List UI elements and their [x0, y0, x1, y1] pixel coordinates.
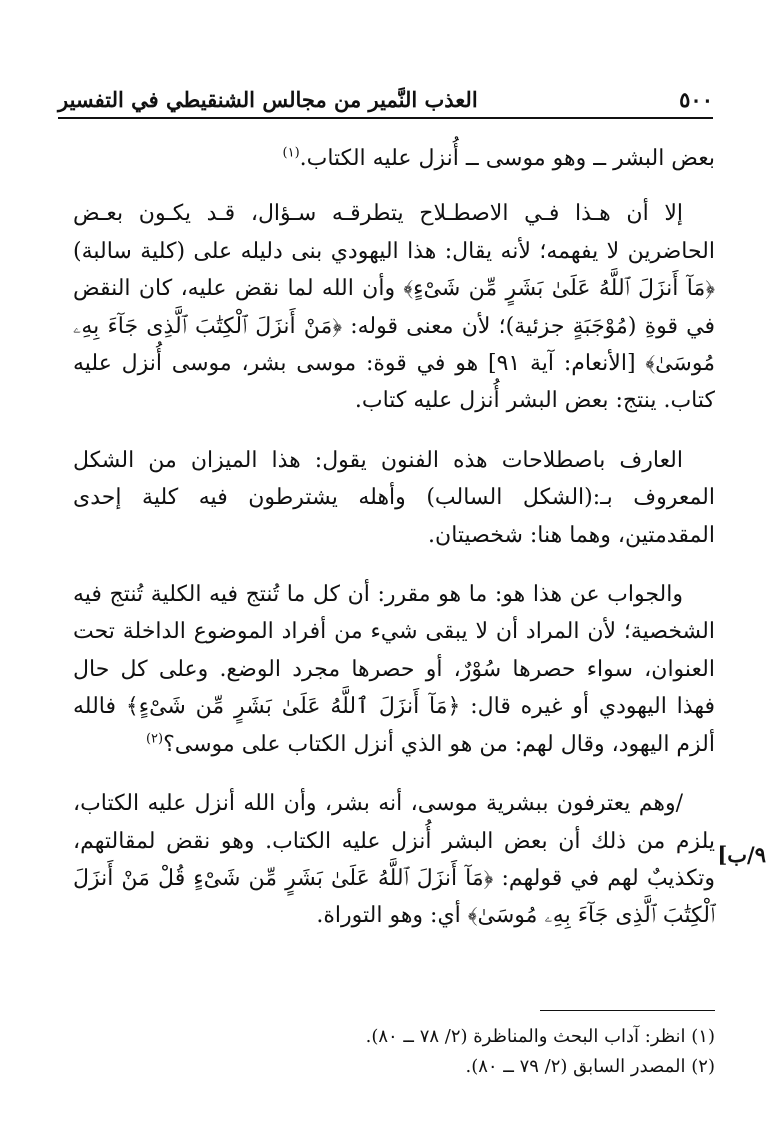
running-header — [58, 78, 713, 116]
footnote-divider — [540, 1010, 715, 1011]
paragraph-2 — [73, 195, 715, 419]
footnote-ref-1: (١) — [282, 145, 300, 161]
paragraph-4 — [73, 576, 715, 763]
page-number: ٥٠٠ — [679, 87, 713, 112]
footnote-2: (٢) المصدر السابق (٢/ ٧٩ ــ ٨٠). — [465, 1056, 715, 1077]
paragraph-2-text: إلا أن هـذا فـي الاصطـلاح يتطرقـه سـؤال، قـد يكـون بعـض الحاضرين لا يفهمه؛ لأنه يقال: هذا اليهودي بنى دليله على (كلية سالبة) ﴿مَآ أَنزَلَ ٱللَّهُ عَلَىٰ بَشَرٍ مِّن شَىْءٍ﴾ وأن الله لما نقض عليه، كان النقض في قوةِ (مُوْجَبَةٍ جزئية)؛ لأن معنى قوله: ﴿مَنْ أَنزَلَ ٱلْكِتَٰبَ ٱلَّذِى جَآءَ بِهِۦ مُوسَىٰ﴾ [الأنعام: آية ٩١] هو في قوة: موسى بشر، موسى أُنزل عليه كتاب. ينتج: بعض البشر أُنزل عليه كتاب. — [73, 201, 715, 414]
main-text — [73, 140, 715, 957]
footnote-1: (١) انظر: آداب البحث والمناظرة (٢/ ٧٨ ــ ٨٠). — [365, 1026, 715, 1047]
footnote-ref-2: (٢) — [145, 731, 164, 747]
footnotes — [73, 1022, 715, 1082]
paragraph-5-text: /وهم يعترفون ببشرية موسى، أنه بشر، وأن الله أنزل عليه الكتاب، يلزم من ذلك أن بعض البشر أُنزل عليه الكتاب. وهو نقض لمقالتهم، وتكذيبٌ لهم في قولهم: ﴿مَآ أَنزَلَ ٱللَّهُ عَلَىٰ بَشَرٍ مِّن شَىْءٍ قُلْ مَنْ أَنزَلَ ٱلْكِتَٰبَ ٱلَّذِى جَآءَ بِهِۦ مُوسَىٰ﴾ أي: وهو التوراة. — [73, 791, 715, 929]
paragraph-3 — [73, 442, 715, 554]
header-divider — [58, 117, 713, 119]
paragraph-4-text: والجواب عن هذا هو: ما هو مقرر: أن كل ما تُنتج فيه الكلية تُنتج فيه الشخصية؛ لأن المراد أن لا يبقى شيء من أفراد الموضوع الداخلة تحت العنوان، سواء حصرها سُوْرٌ، أو حصرها مجرد الوضع. وعلى كل حال فهذا اليهودي أو غيره قال: ﴿مَآ أَنزَلَ ٱللَّهُ عَلَىٰ بَشَرٍ مِّن شَىْءٍ﴾ فالله ألزم اليهود، وقال لهم: من هو الذي أنزل الكتاب على موسى؟ — [73, 582, 715, 757]
manuscript-page-marker: ٩/ب] — [717, 842, 766, 867]
paragraph-3-text: العارف باصطلاحات هذه الفنون يقول: هذا الميزان من الشكل المعروف بـ:(الشكل السالب) وأهله يشترطون فيه كلية إحدى المقدمتين، وهما هنا: شخصيتان. — [73, 447, 715, 548]
paragraph-1-text: بعض البشر ــ وهو موسى ــ أُنزل عليه الكتاب. — [299, 146, 715, 171]
paragraph-5 — [73, 785, 715, 935]
book-title: العذب النَّمير من مجالس الشنقيطي في التفسير — [58, 87, 478, 112]
paragraph-1 — [73, 140, 715, 177]
